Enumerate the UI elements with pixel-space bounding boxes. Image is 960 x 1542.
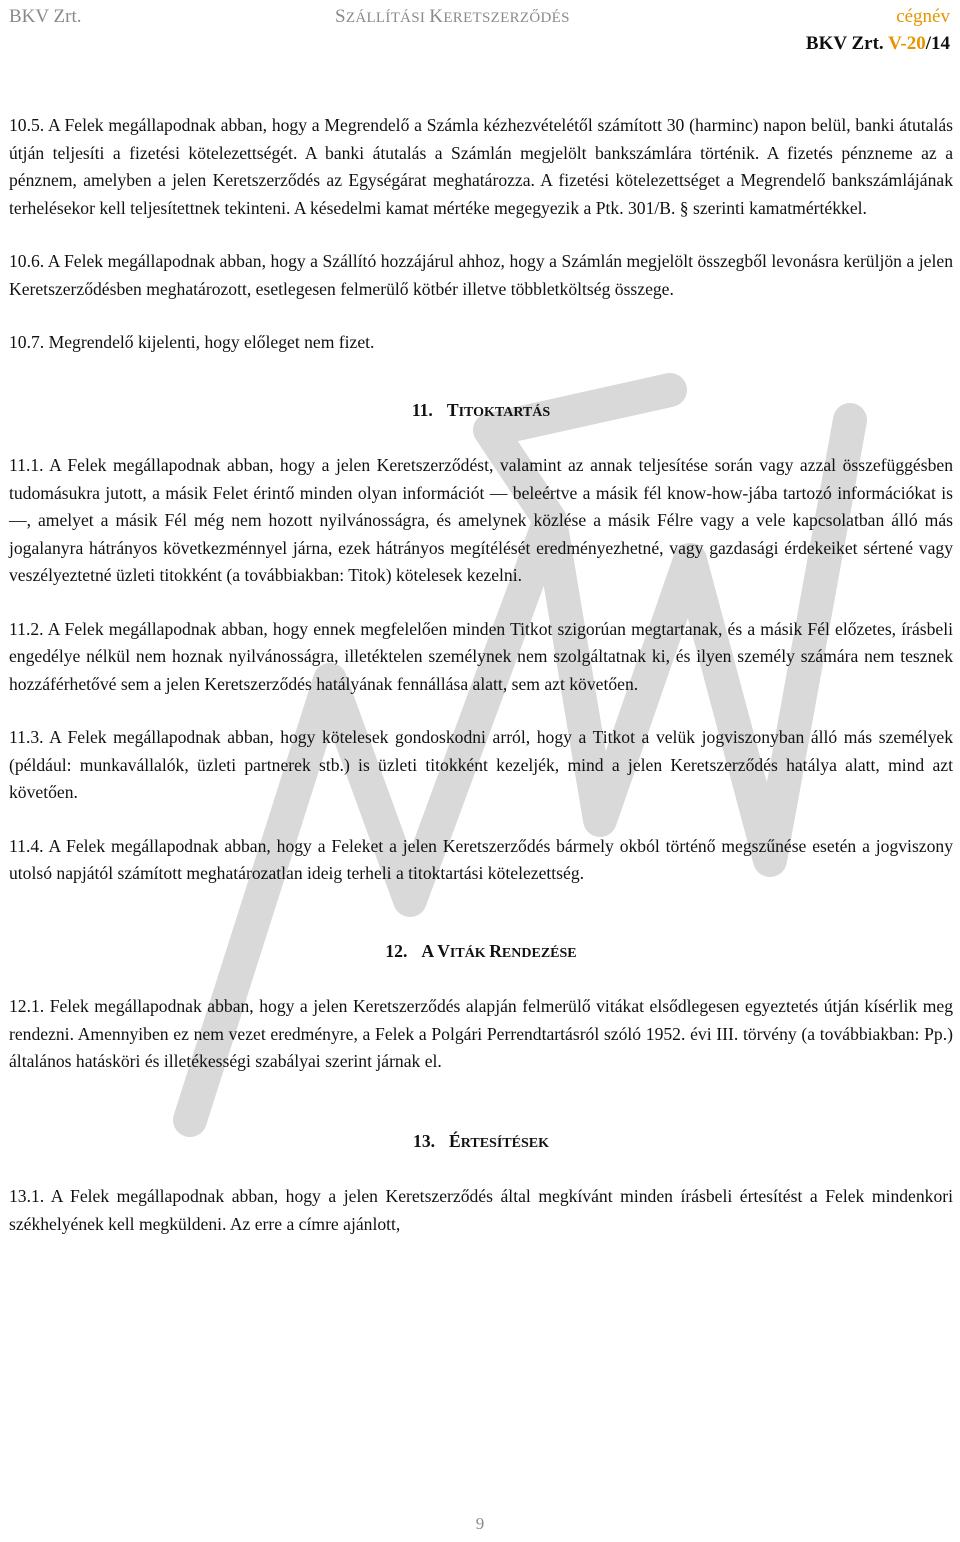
section-11-heading xyxy=(9,397,953,427)
header-company: BKV Zrt. xyxy=(9,6,82,27)
header-reference xyxy=(806,33,950,55)
section-13-rest: RTESÍTÉSEK xyxy=(460,1135,549,1151)
paragraph-10-6: 10.6. A Felek megállapodnak abban, hogy a Szállító hozzájárul ahhoz, hogy a Számlán megjelölt összegből levonásra kerüljön a jelen Keretszerződésben meghatározott, esetlegesen felmerülő kötbér illetve többletköltség összege. xyxy=(9,251,953,299)
document-body xyxy=(9,112,953,1238)
paragraph-12-1: 12.1. Felek megállapodnak abban, hogy a jelen Keretszerződés alapján felmerülő vitákat elsődlegesen egyeztetés útján kísérlik meg rendezni. Amennyiben ez nem vezet eredményre, a Felek a Polgári Perrendtartásról szóló 1952. évi III. törvény (a továbbiakban: Pp.) általános hatásköri és illetékességi szabályai szerint járnak el. xyxy=(9,996,953,1071)
section-12-v: V xyxy=(437,940,450,961)
section-12-heading xyxy=(9,938,953,968)
paragraph-11-2: 11.2. A Felek megállapodnak abban, hogy ennek megfelelően minden Titkot szigorúan megtartanak, és a másik Fél előzetes, írásbeli engedélye nélkül nem hoznak nyilvánosságra, illetéktelen személynek nem szolgáltatnak ki, és ilyen személy számára nem tesznek hozzáférhetővé sem a jelen Keretszerződés hatályának fennállása alatt, sem azt követően. xyxy=(9,618,953,694)
header-cegnev: cégnév xyxy=(896,6,950,27)
paragraph-11-1: 11.1. A Felek megállapodnak abban, hogy a jelen Keretszerződést, valamint az annak teljesítése során vagy azzal összefüggésben tudomásukra jutott, a másik Felet érintő minden olyan információt — beleértve a másik fél know-how-jába tartozó információkat is —, amelyet a másik Fél még nem hozott nyilvánosságra, és amelynek közlése a másik Félre vagy a vele kapcsolatban álló más jogalanyra hátrányos következménnyel járna, ezek hátrányos megítélését eredményezhetné, vagy gazdasági érdekeiket sértené vagy veszélyeztetné üzleti titokként (a továbbiakban: Titok) kötelesek kezelni. xyxy=(9,455,953,585)
header-document-title xyxy=(335,6,570,28)
section-13-heading xyxy=(9,1128,953,1158)
title-initial-1: S xyxy=(335,6,346,27)
ref-suffix: /14 xyxy=(925,33,950,54)
title-rest-1: ZÁLLÍTÁSI xyxy=(345,10,430,26)
section-12-rest-1: ITÁK xyxy=(449,945,490,961)
section-11-initial: T xyxy=(446,399,459,420)
ref-prefix: BKV Zrt. xyxy=(805,33,889,54)
paragraph-10-7: 10.7. Megrendelő kijelenti, hogy előleget nem fizet. xyxy=(9,332,375,352)
ref-accent: V-20 xyxy=(888,33,926,54)
section-12-number: 12. xyxy=(385,940,408,961)
paragraph-11-3: 11.3. A Felek megállapodnak abban, hogy kötelesek gondoskodni arról, hogy a Titkot a velük jogviszonyban álló más személyek (például: munkavállalók, üzleti partnerek stb.) is üzleti titokként kezeljék, mind a jelen Keretszerződés hatálya alatt, mind azt követően. xyxy=(9,727,953,802)
page-number: 9 xyxy=(475,1514,485,1533)
title-initial-2: K xyxy=(429,6,444,27)
section-13-initial: É xyxy=(449,1130,461,1151)
section-13-number: 13. xyxy=(413,1130,436,1151)
page-header xyxy=(0,0,960,70)
title-rest-2: ERETSZERZŐDÉS xyxy=(443,10,570,26)
section-12-a: A xyxy=(421,940,438,961)
paragraph-11-4: 11.4. A Felek megállapodnak abban, hogy a Feleket a jelen Keretszerződés bármely okból történő megszűnése esetén a jogviszony utolsó napjától számított meghatározatlan ideig terheli a titoktartási kötelezettség. xyxy=(9,835,953,883)
section-12-r: R xyxy=(489,940,502,961)
section-11-rest: ITOKTARTÁS xyxy=(458,404,551,420)
paragraph-10-5: 10.5. A Felek megállapodnak abban, hogy a Megrendelő a Számla kézhezvételétől számított 30 (harminc) napon belül, banki átutalás útján teljesíti a fizetési kötelezettségét. A banki átutalás a Számlán megjelölt bankszámlára történik. A fizetés pénzneme az a pénznem, amelyben a jelen Keretszerződés az Egységárat meghatározza. A fizetési kötelezettséget a Megrendelő bankszámlájának terhelésekor kell teljesítettnek tekinteni. A késedelmi kamat mértéke megegyezik a Ptk. 301/B. § szerinti kamatmértékkel. xyxy=(9,115,953,218)
paragraph-13-1: 13.1. A Felek megállapodnak abban, hogy a jelen Keretszerződés által megkívánt minden írásbeli értesítést a Felek mindenkori székhelyének kell megküldeni. Az erre a címre ajánlott, xyxy=(9,1186,953,1234)
section-11-number: 11. xyxy=(411,399,433,420)
section-12-rest-2: ENDEZÉSE xyxy=(501,945,577,961)
